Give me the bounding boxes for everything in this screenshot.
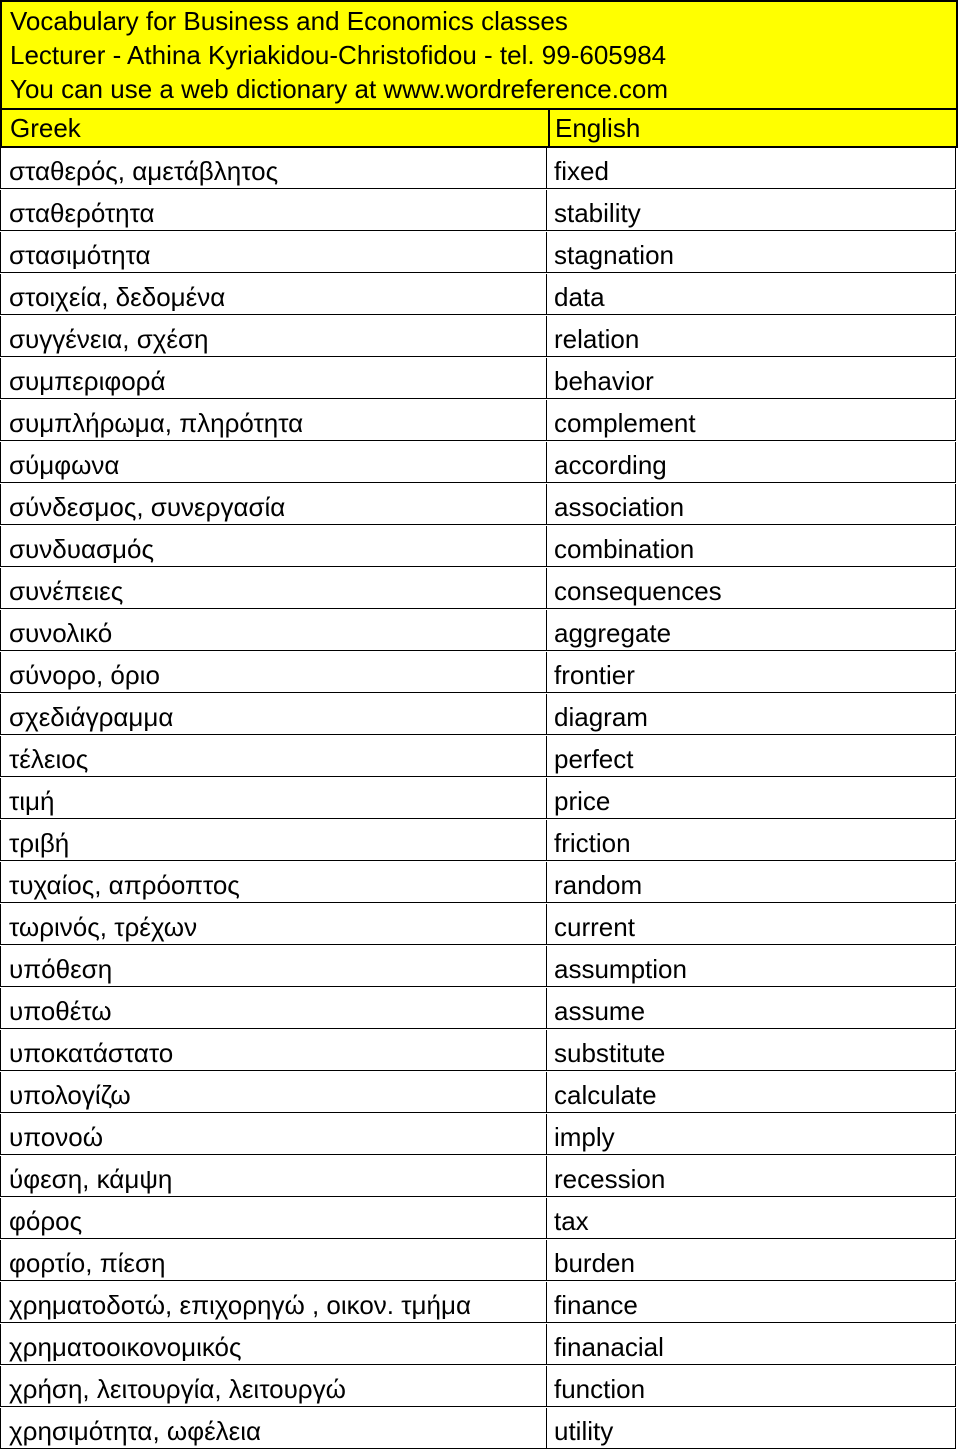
- english-term: tax: [546, 1198, 956, 1239]
- table-row: [0, 400, 958, 442]
- english-term: imply: [546, 1114, 956, 1155]
- greek-term: υπονοώ: [0, 1114, 546, 1155]
- greek-term: υποθέτω: [0, 988, 546, 1029]
- vocabulary-table: [0, 148, 958, 1450]
- greek-term: χρήση, λειτουργία, λειτουργώ: [0, 1366, 546, 1407]
- english-term: consequences: [546, 568, 956, 609]
- table-row: [0, 652, 958, 694]
- english-term: stagnation: [546, 232, 956, 273]
- greek-term: υπολογίζω: [0, 1072, 546, 1113]
- table-row: [0, 820, 958, 862]
- english-term: random: [546, 862, 956, 903]
- table-row: [0, 1408, 958, 1450]
- table-row: [0, 778, 958, 820]
- greek-term: σύνδεσμος, συνεργασία: [0, 484, 546, 525]
- english-term: association: [546, 484, 956, 525]
- table-row: [0, 1198, 958, 1240]
- english-term: function: [546, 1366, 956, 1407]
- table-row: [0, 610, 958, 652]
- english-term: behavior: [546, 358, 956, 399]
- greek-term: ύφεση, κάμψη: [0, 1156, 546, 1197]
- english-term: stability: [546, 190, 956, 231]
- table-row: [0, 190, 958, 232]
- english-term: current: [546, 904, 956, 945]
- greek-term: συνέπειες: [0, 568, 546, 609]
- english-term: relation: [546, 316, 956, 357]
- english-term: complement: [546, 400, 956, 441]
- table-row: [0, 694, 958, 736]
- table-row: [0, 526, 958, 568]
- english-term: aggregate: [546, 610, 956, 651]
- english-term: frontier: [546, 652, 956, 693]
- greek-term: τυχαίος, απρόοπτος: [0, 862, 546, 903]
- header-lecturer: Lecturer - Athina Kyriakidou-Christofidou - tel. 99-605984: [10, 40, 667, 70]
- table-row: [0, 1072, 958, 1114]
- greek-term: σύμφωνα: [0, 442, 546, 483]
- english-term: fixed: [546, 148, 956, 189]
- table-row: [0, 946, 958, 988]
- column-header-english: English: [555, 113, 641, 143]
- greek-term: φόρος: [0, 1198, 546, 1239]
- table-row: [0, 148, 958, 190]
- english-term: assume: [546, 988, 956, 1029]
- table-row: [0, 862, 958, 904]
- greek-term: φορτίο, πίεση: [0, 1240, 546, 1281]
- sheet-header: [0, 0, 958, 110]
- english-term: finance: [546, 1282, 956, 1323]
- header-title: Vocabulary for Business and Economics classes: [10, 6, 568, 36]
- table-row: [0, 1366, 958, 1408]
- english-term: burden: [546, 1240, 956, 1281]
- greek-term: τριβή: [0, 820, 546, 861]
- greek-term: υποκατάστατο: [0, 1030, 546, 1071]
- greek-term: χρηματοδοτώ, επιχορηγώ , οικον. τμήμα: [0, 1282, 546, 1323]
- greek-term: σχεδιάγραμμα: [0, 694, 546, 735]
- table-row: [0, 442, 958, 484]
- greek-term: τιμή: [0, 778, 546, 819]
- table-row: [0, 358, 958, 400]
- table-row: [0, 1030, 958, 1072]
- greek-term: τωρινός, τρέχων: [0, 904, 546, 945]
- english-term: price: [546, 778, 956, 819]
- table-row: [0, 232, 958, 274]
- english-term: calculate: [546, 1072, 956, 1113]
- greek-term: σύνορο, όριο: [0, 652, 546, 693]
- greek-term: σταθερότητα: [0, 190, 546, 231]
- greek-term: συνδυασμός: [0, 526, 546, 567]
- table-row: [0, 1282, 958, 1324]
- greek-term: χρησιμότητα, ωφέλεια: [0, 1408, 546, 1449]
- table-row: [0, 568, 958, 610]
- english-term: data: [546, 274, 956, 315]
- column-header-row: [0, 108, 958, 148]
- english-term: according: [546, 442, 956, 483]
- greek-term: στασιμότητα: [0, 232, 546, 273]
- table-row: [0, 736, 958, 778]
- greek-term: στοιχεία, δεδομένα: [0, 274, 546, 315]
- column-header-greek: Greek: [10, 113, 81, 143]
- table-row: [0, 904, 958, 946]
- table-row: [0, 1114, 958, 1156]
- column-divider: [548, 110, 550, 146]
- english-term: diagram: [546, 694, 956, 735]
- greek-term: συμπλήρωμα, πληρότητα: [0, 400, 546, 441]
- table-row: [0, 988, 958, 1030]
- english-term: perfect: [546, 736, 956, 777]
- table-row: [0, 274, 958, 316]
- english-term: assumption: [546, 946, 956, 987]
- greek-term: συγγένεια, σχέση: [0, 316, 546, 357]
- greek-term: σταθερός, αμετάβλητος: [0, 148, 546, 189]
- english-term: finanacial: [546, 1324, 956, 1365]
- greek-term: χρηματοοικονομικός: [0, 1324, 546, 1365]
- greek-term: τέλειος: [0, 736, 546, 777]
- english-term: recession: [546, 1156, 956, 1197]
- english-term: friction: [546, 820, 956, 861]
- english-term: substitute: [546, 1030, 956, 1071]
- table-row: [0, 1240, 958, 1282]
- table-row: [0, 484, 958, 526]
- header-dictionary-note: You can use a web dictionary at www.wordreference.com: [10, 74, 669, 104]
- english-term: utility: [546, 1408, 956, 1449]
- greek-term: υπόθεση: [0, 946, 546, 987]
- greek-term: συνολικό: [0, 610, 546, 651]
- table-row: [0, 316, 958, 358]
- english-term: combination: [546, 526, 956, 567]
- greek-term: συμπεριφορά: [0, 358, 546, 399]
- table-row: [0, 1324, 958, 1366]
- table-row: [0, 1156, 958, 1198]
